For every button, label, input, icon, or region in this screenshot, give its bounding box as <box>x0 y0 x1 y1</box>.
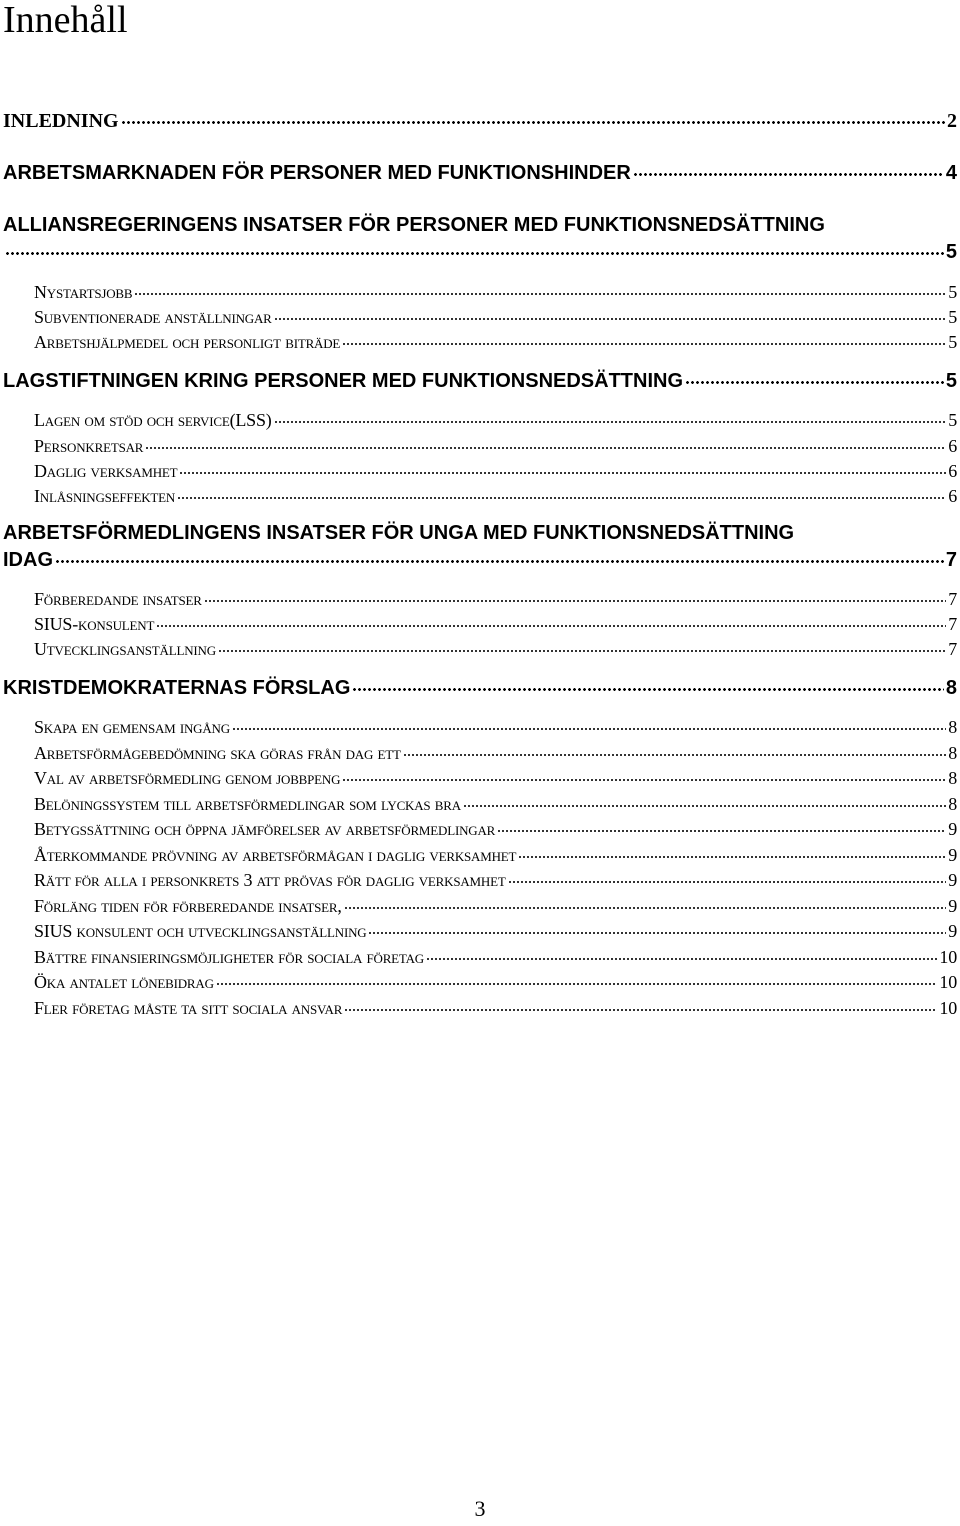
toc-entry-page: 8 <box>948 794 957 814</box>
dot-leader <box>344 894 947 912</box>
toc-entry[interactable] <box>3 546 960 573</box>
dot-leader <box>274 408 947 426</box>
toc-entry-title[interactable]: ARBETSFÖRMEDLINGENS INSATSER FÖR UNGA MED FUNKTIONSNEDSÄTTNING <box>3 522 795 544</box>
toc-entry[interactable] <box>34 792 960 815</box>
toc-entry-title: INLEDNING <box>3 110 119 132</box>
toc-entry-page: 6 <box>948 486 957 506</box>
toc-entry[interactable] <box>34 330 960 353</box>
toc-entry[interactable] <box>34 970 960 993</box>
toc-entry-page: 8 <box>948 717 957 737</box>
dot-leader <box>403 741 946 759</box>
toc-entry-title: Förberedande insatser <box>34 589 202 609</box>
toc-entry-title: Nystartsjobb <box>34 282 133 302</box>
toc-entry-title: Utvecklingsanställning <box>34 639 216 659</box>
toc-entry-page: 6 <box>948 436 957 456</box>
toc-entry[interactable] <box>34 434 960 457</box>
dot-leader <box>5 238 944 258</box>
toc-entry[interactable] <box>34 894 960 917</box>
dot-leader <box>426 945 937 963</box>
toc-entry[interactable] <box>34 408 960 431</box>
dot-leader <box>55 546 944 566</box>
dot-leader <box>497 817 946 835</box>
dot-leader <box>274 305 947 323</box>
toc-entry-title: Subventionerade anställningar <box>34 307 272 327</box>
dot-leader <box>352 674 943 694</box>
toc-entry-title: Daglig verksamhet <box>34 461 178 481</box>
toc-entry-title: Förläng tiden för förberedande insatser, <box>34 896 342 916</box>
toc-entry[interactable] <box>34 945 960 968</box>
toc-entry-page: 9 <box>948 896 957 916</box>
toc-entry[interactable] <box>34 280 960 303</box>
dot-leader <box>508 868 947 886</box>
toc-entry-title[interactable]: ALLIANSREGERINGENS INSATSER FÖR PERSONER MED FUNKTIONSNEDSÄTTNING <box>3 214 825 236</box>
toc-entry-title: KRISTDEMOKRATERNAS FÖRSLAG <box>3 677 351 699</box>
toc-entry-title: Val av arbetsförmedling genom jobbpeng <box>34 768 341 788</box>
toc-entry-page: 7 <box>945 549 957 571</box>
toc-entry-title: Personkretsar <box>34 436 144 456</box>
dot-leader <box>204 587 946 605</box>
toc-entry[interactable] <box>34 868 960 891</box>
toc-entry[interactable] <box>34 996 960 1019</box>
toc-entry-page: 9 <box>948 819 957 839</box>
toc-entry-page: 5 <box>948 307 957 327</box>
toc-entry-page: 2 <box>947 110 957 132</box>
toc-entry-page: 5 <box>945 241 957 263</box>
toc-entry-page: 8 <box>948 768 957 788</box>
dot-leader <box>685 367 944 387</box>
toc-entry-page: 7 <box>948 639 957 659</box>
toc-entry-page: 7 <box>948 589 957 609</box>
toc-entry-title: Lagen om stöd och service(LSS) <box>34 410 272 430</box>
toc-entry-title: Belöningssystem till arbetsförmedlingar som lyckas bra <box>34 794 461 814</box>
toc-entry[interactable] <box>3 107 960 134</box>
dot-leader <box>218 637 946 655</box>
toc-entry[interactable] <box>34 587 960 610</box>
toc-entry[interactable] <box>34 715 960 738</box>
dot-leader <box>463 792 946 810</box>
toc-entry-title: Arbetsförmågebedömning ska göras från dag ett <box>34 743 401 763</box>
toc-entry[interactable] <box>3 367 960 394</box>
toc-entry[interactable] <box>3 159 960 186</box>
toc-entry-page: 10 <box>939 972 957 992</box>
dot-leader <box>134 280 946 298</box>
toc-entry[interactable] <box>3 238 960 265</box>
dot-leader <box>344 996 937 1014</box>
toc-entry-page: 8 <box>945 677 957 699</box>
toc-entry-title: SIUS konsulent och utvecklingsanställning <box>34 921 367 941</box>
toc-entry-title: Skapa en gemensam ingång <box>34 717 230 737</box>
dot-leader <box>518 843 946 861</box>
toc-entry-title-cont: IDAG <box>3 549 53 571</box>
toc-entry-title: Fler företag måste ta sitt sociala ansvar <box>34 998 343 1018</box>
toc-entry-page: 10 <box>939 947 957 967</box>
dot-leader <box>156 612 946 630</box>
toc-entry-page: 5 <box>948 332 957 352</box>
dot-leader <box>342 766 946 784</box>
toc-entry-title: LAGSTIFTNINGEN KRING PERSONER MED FUNKTIONSNEDSÄTTNING <box>3 370 684 392</box>
toc-entry-page: 9 <box>948 921 957 941</box>
toc-entry[interactable] <box>34 459 960 482</box>
toc-entry[interactable] <box>3 674 960 701</box>
page-number: 3 <box>474 1496 486 1521</box>
toc-entry[interactable] <box>34 305 960 328</box>
toc-entry[interactable] <box>34 637 960 660</box>
toc-entry[interactable] <box>34 484 960 507</box>
toc-entry[interactable] <box>34 843 960 866</box>
toc-entry-page: 5 <box>948 282 957 302</box>
toc-entry[interactable] <box>34 817 960 840</box>
toc-entry-title: SIUS-konsulent <box>34 614 155 634</box>
toc-entry-page: 8 <box>948 743 957 763</box>
toc-entry-title: Rätt för alla i personkrets 3 att prövas för daglig verksamhet <box>34 870 506 890</box>
toc-entry-title: Öka antalet lönebidrag <box>34 972 214 992</box>
toc-entry-title: ARBETSMARKNADEN FÖR PERSONER MED FUNKTIONSHINDER <box>3 162 631 184</box>
toc-entry-page: 9 <box>948 870 957 890</box>
toc-entry-page: 9 <box>948 845 957 865</box>
toc-entry-title: Bättre finansieringsmöjligheter för sociala företag <box>34 947 424 967</box>
toc-entry[interactable] <box>34 741 960 764</box>
dot-leader <box>216 970 938 988</box>
dot-leader <box>342 330 946 348</box>
toc-entry[interactable] <box>34 919 960 942</box>
dot-leader <box>145 434 946 452</box>
toc-entry[interactable] <box>34 766 960 789</box>
dot-leader <box>633 159 944 179</box>
dot-leader <box>121 107 945 127</box>
toc-entry-title: Inlåsningseffekten <box>34 486 176 506</box>
toc-entry-page: 7 <box>948 614 957 634</box>
toc-entry-page: 5 <box>945 370 957 392</box>
dot-leader <box>232 715 946 733</box>
toc-entry-title: Arbetshjälpmedel och personligt biträde <box>34 332 341 352</box>
toc-entry[interactable] <box>34 612 960 635</box>
toc-entry-page: 10 <box>939 998 957 1018</box>
toc-entry-page: 4 <box>945 162 957 184</box>
dot-leader <box>179 459 946 477</box>
page-title: Innehåll <box>3 0 128 41</box>
toc-entry-title: Betygssättning och öppna jämförelser av arbetsförmedlingar <box>34 819 496 839</box>
toc-entry-title: Återkommande prövning av arbetsförmågan i daglig verksamhet <box>34 845 517 865</box>
dot-leader <box>368 919 946 937</box>
toc-entry-page: 6 <box>948 461 957 481</box>
toc-entry-page: 5 <box>948 410 957 430</box>
dot-leader <box>177 484 946 502</box>
